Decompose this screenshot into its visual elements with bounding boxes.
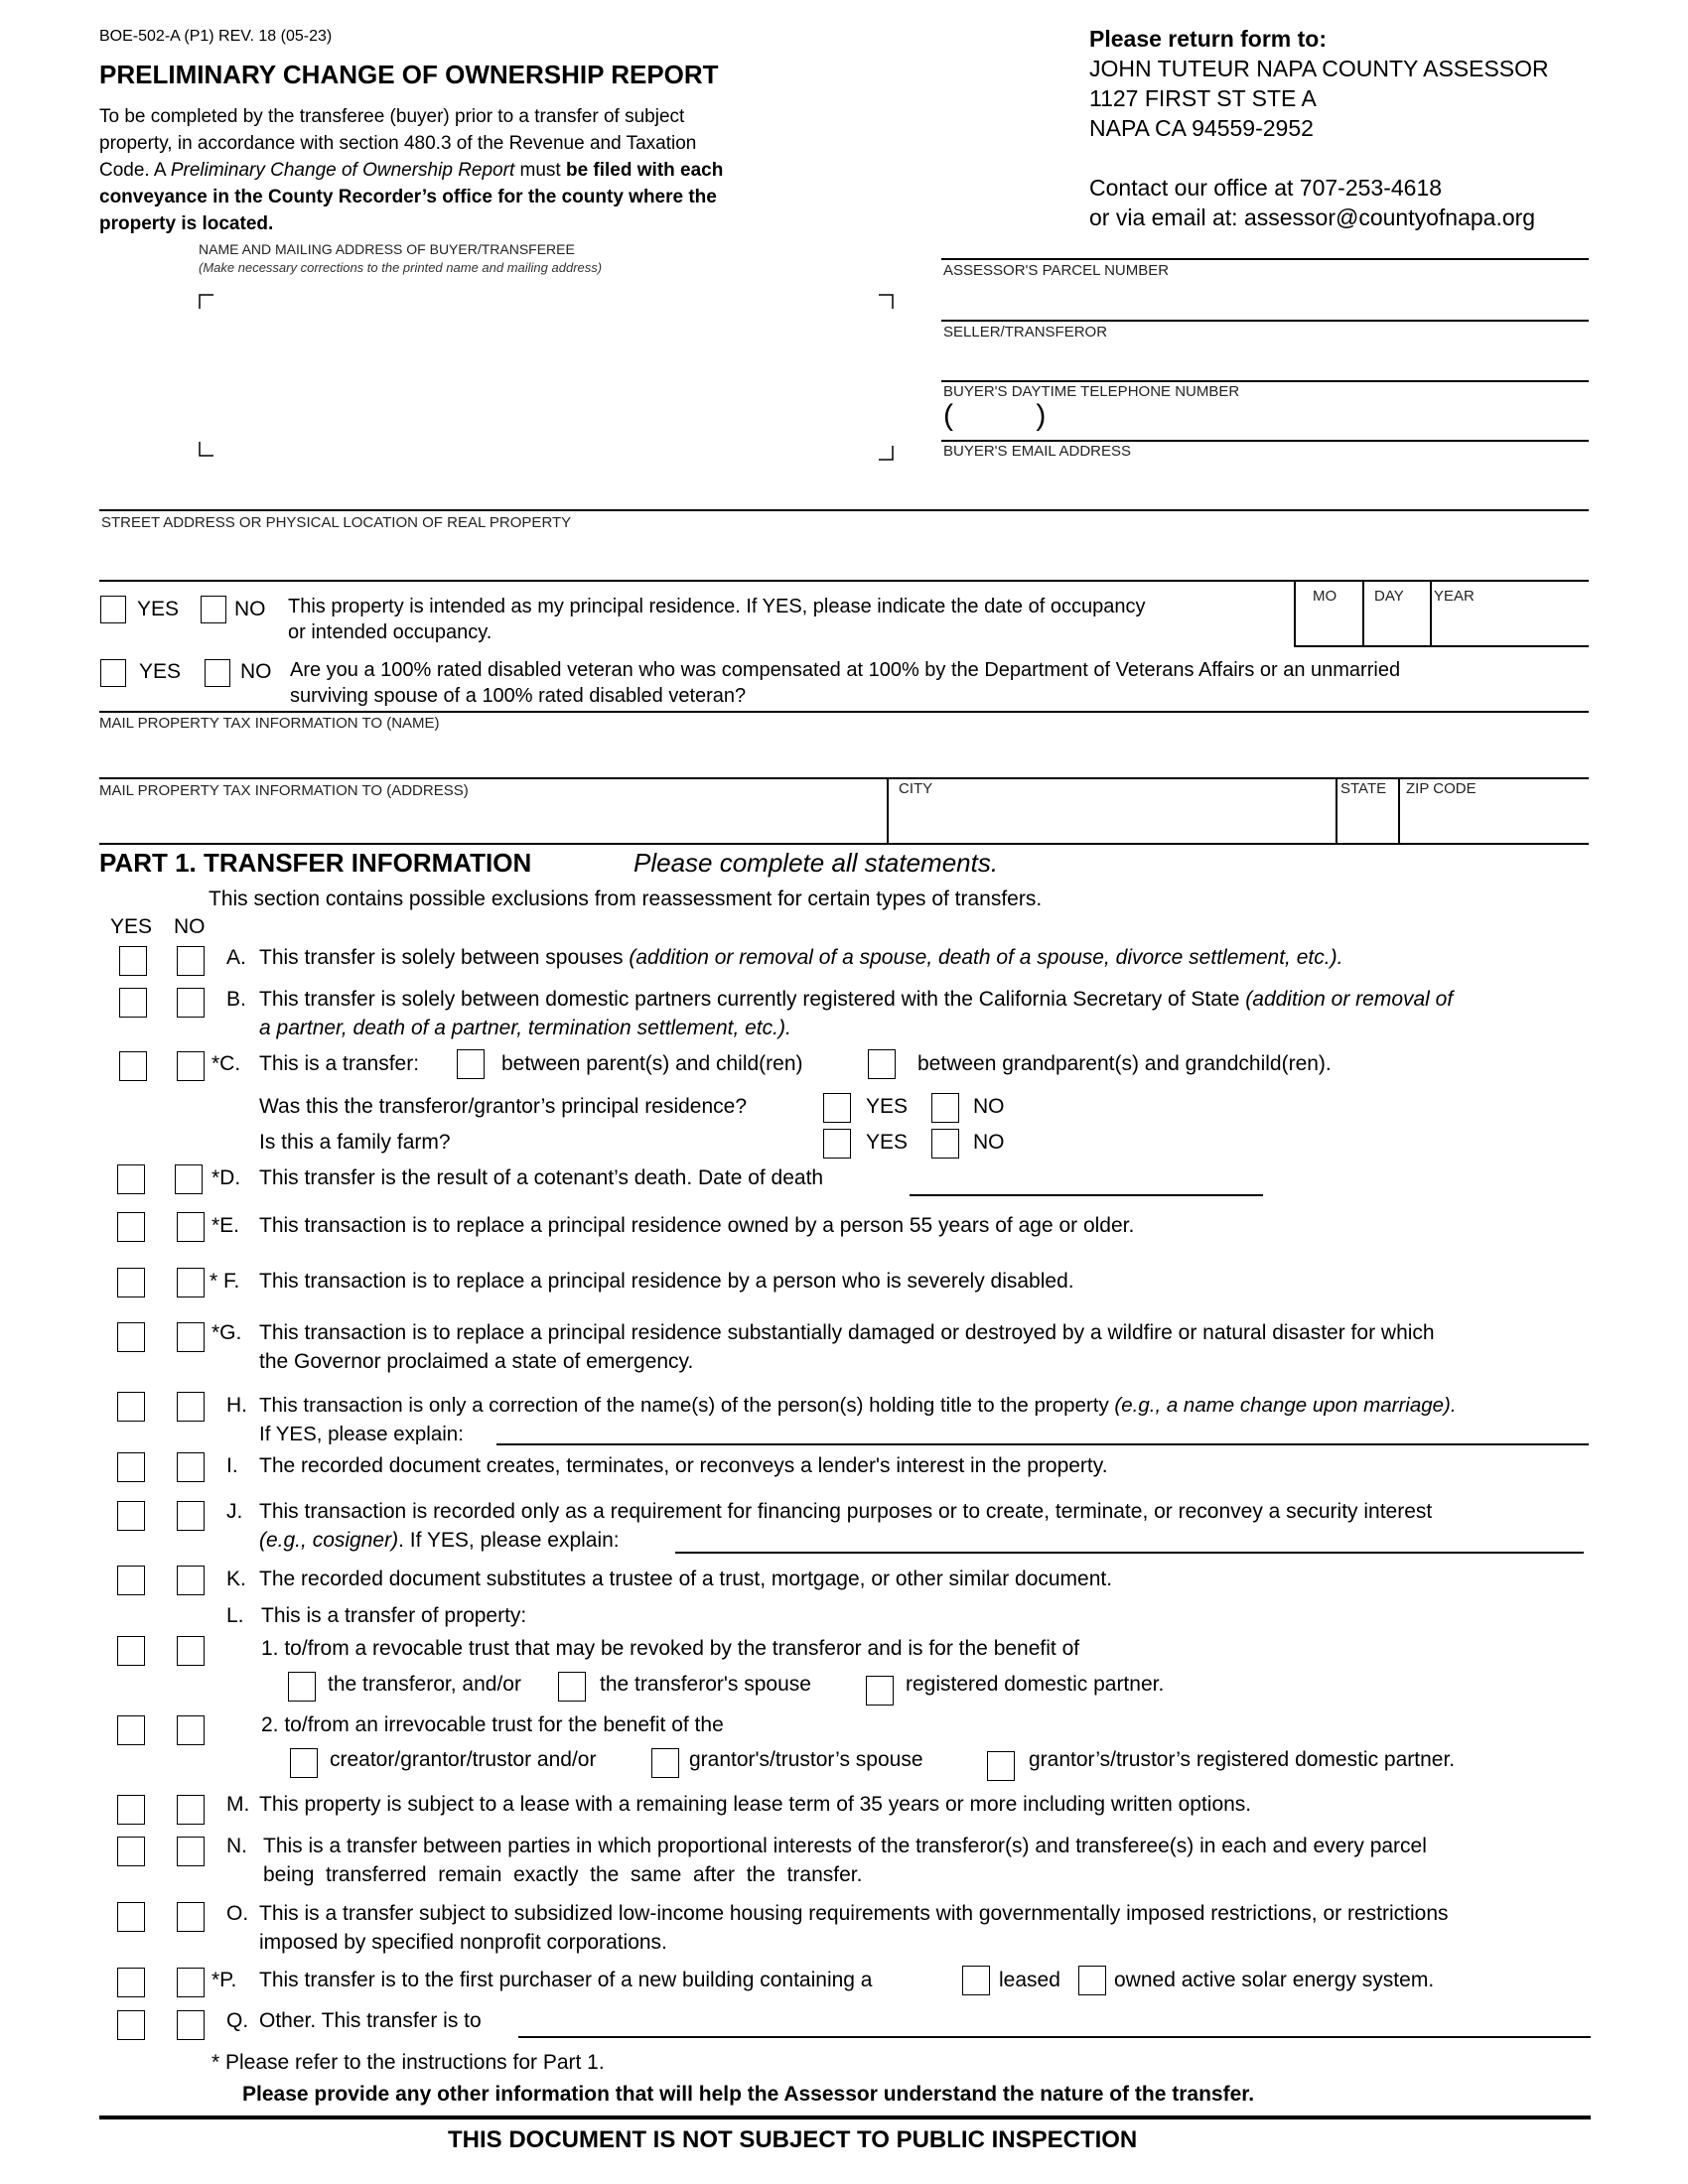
footer-rule xyxy=(99,2116,1591,2119)
veteran-question: Are you a 100% rated disabled veteran who was compensated at 100% by the Department of Veterans Affairs or an unmarried surviving spouse of a 100% rated disabled veteran? xyxy=(290,659,1401,707)
c-opt2: between grandparent(s) and grandchild(ren). xyxy=(917,1052,1332,1075)
divider xyxy=(99,509,1589,511)
buyer-address-label: NAME AND MAILING ADDRESS OF BUYER/TRANSFEREE xyxy=(199,241,575,257)
l2-partner-checkbox[interactable] xyxy=(987,1751,1015,1781)
b-no-checkbox[interactable] xyxy=(177,988,205,1018)
corner-mark-tl xyxy=(199,294,214,310)
divider xyxy=(1294,645,1589,647)
f-text: This transaction is to replace a principal residence by a person who is severely disabled. xyxy=(259,1270,1074,1293)
l1-opt2: the transferor's spouse xyxy=(600,1673,811,1696)
divider xyxy=(1398,777,1400,843)
a-no-checkbox[interactable] xyxy=(177,946,205,976)
l-text: This is a transfer of property: xyxy=(261,1604,527,1627)
n-text: This is a transfer between parties in which proportional interests of the transferor(s) and transferee(s) in each and every parcel being transferred remain exactly the same after the transfer. xyxy=(263,1835,1427,1886)
footer-notice: THIS DOCUMENT IS NOT SUBJECT TO PUBLIC INSPECTION xyxy=(448,2126,1138,2153)
n-letter: N. xyxy=(226,1835,247,1857)
k-text: The recorded document substitutes a trustee of a trust, mortgage, or other similar document. xyxy=(259,1568,1113,1590)
seller-field[interactable] xyxy=(943,343,1589,379)
state-label: STATE xyxy=(1340,780,1387,797)
city-label: CITY xyxy=(899,780,933,797)
date-of-death-field[interactable] xyxy=(910,1194,1263,1196)
corner-mark-bl xyxy=(199,441,214,457)
phone-field[interactable]: ( ) xyxy=(943,399,1047,432)
form-id: BOE-502-A (P1) REV. 18 (05-23) xyxy=(99,28,333,45)
p-opt1: leased xyxy=(999,1969,1060,1991)
divider xyxy=(941,258,1589,260)
divider xyxy=(1336,777,1337,843)
h-letter: H. xyxy=(226,1394,247,1417)
mail-name-field[interactable] xyxy=(99,735,1589,776)
g-no-checkbox[interactable] xyxy=(177,1322,205,1352)
p-opt2: owned active solar energy system. xyxy=(1114,1969,1435,1991)
h-explain-field[interactable] xyxy=(496,1443,1589,1445)
l2-opt2: grantor's/trustor’s spouse xyxy=(689,1748,923,1771)
no-label: NO xyxy=(973,1095,1005,1118)
m-yes-checkbox[interactable] xyxy=(117,1795,145,1825)
b-text: This transfer is solely between domestic partners currently registered with the California Secretary of State (addition or removal of a partner, death of a partner, termination settlement, etc.). xyxy=(259,988,1454,1039)
divider xyxy=(887,777,889,843)
l1-yes-checkbox[interactable] xyxy=(117,1636,145,1666)
p-owned-checkbox[interactable] xyxy=(1078,1966,1106,1995)
k-letter: K. xyxy=(226,1568,246,1590)
veteran-no-checkbox[interactable] xyxy=(205,659,230,687)
principal-no-checkbox[interactable] xyxy=(201,596,226,623)
street-label: STREET ADDRESS OR PHYSICAL LOCATION OF REAL PROPERTY xyxy=(101,514,572,531)
l1-opt1: the transferor, and/or xyxy=(328,1673,521,1696)
j-explain-field[interactable] xyxy=(675,1552,1584,1554)
l2-creator-checkbox[interactable] xyxy=(290,1748,318,1778)
divider xyxy=(99,711,1589,713)
part1-heading: PART 1. TRANSFER INFORMATION xyxy=(99,848,532,878)
veteran-yes-checkbox[interactable] xyxy=(100,659,126,687)
l2-spouse-checkbox[interactable] xyxy=(651,1748,679,1778)
f-no-checkbox[interactable] xyxy=(177,1268,205,1297)
divider xyxy=(99,777,1589,779)
k-no-checkbox[interactable] xyxy=(177,1566,205,1595)
q-other-field[interactable] xyxy=(518,2036,1591,2038)
l1-no-checkbox[interactable] xyxy=(177,1636,205,1666)
c-q1-yes-checkbox[interactable] xyxy=(823,1093,851,1123)
f-yes-checkbox[interactable] xyxy=(117,1268,145,1297)
h-no-checkbox[interactable] xyxy=(177,1392,205,1422)
a-letter: A. xyxy=(226,946,246,969)
d-letter: *D. xyxy=(211,1166,241,1189)
h-text: This transaction is only a correction of the name(s) of the person(s) holding title to the property (e.g., a name change upon marriage). If YES, please explain: xyxy=(259,1394,1457,1445)
l1-text: 1. to/from a revocable trust that may be revoked by the transferor and is for the benefit of xyxy=(261,1637,1080,1660)
apn-label: ASSESSOR'S PARCEL NUMBER xyxy=(943,262,1170,279)
o-yes-checkbox[interactable] xyxy=(117,1902,145,1932)
d-no-checkbox[interactable] xyxy=(175,1164,203,1194)
principal-yes-checkbox[interactable] xyxy=(100,596,126,623)
c-yes-checkbox[interactable] xyxy=(119,1051,147,1081)
q-text: Other. This transfer is to xyxy=(259,2009,482,2032)
corner-mark-br xyxy=(878,445,894,461)
m-letter: M. xyxy=(226,1793,250,1816)
zip-field[interactable] xyxy=(1401,802,1587,842)
c-text: This is a transfer: xyxy=(259,1052,420,1075)
j-no-checkbox[interactable] xyxy=(177,1501,205,1531)
l2-opt1: creator/grantor/trustor and/or xyxy=(330,1748,597,1771)
occupancy-year-field[interactable] xyxy=(1432,608,1587,643)
divider xyxy=(941,320,1589,322)
d-yes-checkbox[interactable] xyxy=(117,1164,145,1194)
l2-yes-checkbox[interactable] xyxy=(117,1715,145,1745)
o-text: This is a transfer subject to subsidized low-income housing requirements with governmentally imposed restrictions, or restrictions imposed by specified nonprofit corporations. xyxy=(259,1902,1449,1954)
day-label: DAY xyxy=(1374,588,1404,605)
e-letter: *E. xyxy=(211,1214,240,1237)
divider xyxy=(941,380,1589,382)
c-parent-child-checkbox[interactable] xyxy=(457,1049,485,1079)
e-text: This transaction is to replace a principal residence owned by a person 55 years of age or older. xyxy=(259,1214,1135,1237)
city-field[interactable] xyxy=(890,802,1333,842)
j-text: This transaction is recorded only as a requirement for financing purposes or to create, terminate, or reconvey a security interest (e.g., cosigner). If YES, please explain: xyxy=(259,1500,1433,1552)
l1-partner-checkbox[interactable] xyxy=(866,1676,894,1706)
c-q1-no-checkbox[interactable] xyxy=(931,1093,959,1123)
g-letter: *G. xyxy=(211,1321,242,1344)
part1-intro: This section contains possible exclusions from reassessment for certain types of transfers. xyxy=(209,887,1043,910)
q-yes-checkbox[interactable] xyxy=(117,2010,145,2040)
b-yes-checkbox[interactable] xyxy=(119,988,147,1018)
buyer-address-field[interactable] xyxy=(214,308,878,447)
c-letter: *C. xyxy=(211,1052,241,1075)
p-yes-checkbox[interactable] xyxy=(117,1968,145,1997)
c-q1: Was this the transferor/grantor’s principal residence? xyxy=(259,1095,748,1118)
form-title: PRELIMINARY CHANGE OF OWNERSHIP REPORT xyxy=(99,60,719,89)
i-yes-checkbox[interactable] xyxy=(117,1452,145,1482)
o-no-checkbox[interactable] xyxy=(177,1902,205,1932)
g-text: This transaction is to replace a principal residence substantially damaged or destroyed by a wildfire or natural disaster for which the Governor proclaimed a state of emergency. xyxy=(259,1321,1435,1373)
l2-no-checkbox[interactable] xyxy=(177,1715,205,1745)
occupancy-day-field[interactable] xyxy=(1364,608,1430,643)
divider xyxy=(941,440,1589,442)
part1-footnote: * Please refer to the instructions for Part 1. xyxy=(211,2051,605,2074)
q-no-checkbox[interactable] xyxy=(177,2010,205,2040)
no-label: NO xyxy=(973,1131,1005,1154)
l1-spouse-checkbox[interactable] xyxy=(558,1672,586,1702)
p-letter: *P. xyxy=(211,1969,237,1991)
b-letter: B. xyxy=(226,988,246,1011)
c-q2-yes-checkbox[interactable] xyxy=(823,1129,851,1159)
corner-mark-tr xyxy=(878,294,894,310)
p-no-checkbox[interactable] xyxy=(177,1968,205,1997)
apn-field[interactable] xyxy=(943,282,1589,320)
e-yes-checkbox[interactable] xyxy=(117,1212,145,1242)
col-no-label: NO xyxy=(174,915,206,938)
l-letter: L. xyxy=(226,1604,244,1627)
l1-opt3: registered domestic partner. xyxy=(906,1673,1165,1696)
j-letter: J. xyxy=(226,1500,243,1523)
h-yes-checkbox[interactable] xyxy=(117,1392,145,1422)
zip-label: ZIP CODE xyxy=(1406,780,1477,797)
yes-label: YES xyxy=(866,1131,909,1154)
d-text: This transfer is the result of a cotenant’s death. Date of death xyxy=(259,1166,824,1189)
part1-closing: Please provide any other information that will help the Assessor understand the nature of the transfer. xyxy=(242,2083,1255,2106)
col-yes-label: YES xyxy=(110,915,153,938)
divider xyxy=(99,843,1589,845)
m-text: This property is subject to a lease with a remaining lease term of 35 years or more including written options. xyxy=(259,1793,1252,1816)
i-text: The recorded document creates, terminates, or reconveys a lender's interest in the property. xyxy=(259,1454,1108,1477)
c-opt1: between parent(s) and child(ren) xyxy=(501,1052,803,1075)
no-label: NO xyxy=(240,660,272,683)
p-text: This transfer is to the first purchaser of a new building containing a xyxy=(259,1969,873,1991)
mail-address-label: MAIL PROPERTY TAX INFORMATION TO (ADDRESS) xyxy=(99,782,469,799)
c-grandparent-checkbox[interactable] xyxy=(868,1049,896,1079)
year-label: YEAR xyxy=(1434,588,1475,605)
e-no-checkbox[interactable] xyxy=(177,1212,205,1242)
yes-label: YES xyxy=(139,660,182,683)
email-field[interactable] xyxy=(943,463,1589,502)
o-letter: O. xyxy=(226,1902,249,1925)
c-q2: Is this a family farm? xyxy=(259,1131,451,1154)
i-letter: I. xyxy=(226,1454,238,1477)
g-yes-checkbox[interactable] xyxy=(117,1322,145,1352)
divider xyxy=(99,580,1589,582)
f-letter: * F. xyxy=(210,1270,240,1293)
no-label: NO xyxy=(234,598,266,620)
phone-label: BUYER'S DAYTIME TELEPHONE NUMBER xyxy=(943,383,1240,400)
a-text: This transfer is solely between spouses (addition or removal of a spouse, death of a spouse, divorce settlement, etc.). xyxy=(259,946,1343,969)
l1-transferor-checkbox[interactable] xyxy=(288,1672,316,1702)
email-label: BUYER'S EMAIL ADDRESS xyxy=(943,443,1132,460)
return-address: Please return form to: JOHN TUTEUR NAPA COUNTY ASSESSOR 1127 FIRST ST STE A NAPA CA 94559-2952 Contact our office at 707-253-4618 or via email at: assessor@countyofnapa.org xyxy=(1089,26,1549,230)
mail-name-label: MAIL PROPERTY TAX INFORMATION TO (NAME) xyxy=(99,715,440,732)
q-letter: Q. xyxy=(226,2009,249,2032)
l2-text: 2. to/from an irrevocable trust for the benefit of the xyxy=(261,1713,724,1736)
part1-subheading: Please complete all statements. xyxy=(633,848,999,878)
c-q2-no-checkbox[interactable] xyxy=(931,1129,959,1159)
seller-label: SELLER/TRANSFEROR xyxy=(943,324,1108,341)
j-yes-checkbox[interactable] xyxy=(117,1501,145,1531)
a-yes-checkbox[interactable] xyxy=(119,946,147,976)
yes-label: YES xyxy=(137,598,180,620)
n-no-checkbox[interactable] xyxy=(177,1837,205,1866)
i-no-checkbox[interactable] xyxy=(177,1452,205,1482)
mail-address-field[interactable] xyxy=(99,802,884,842)
occupancy-month-field[interactable] xyxy=(1296,608,1361,643)
n-yes-checkbox[interactable] xyxy=(117,1837,145,1866)
state-field[interactable] xyxy=(1338,802,1396,842)
buyer-address-note: (Make necessary corrections to the printed name and mailing address) xyxy=(199,260,603,275)
l2-opt3: grantor’s/trustor’s registered domestic partner. xyxy=(1029,1748,1456,1771)
c-no-checkbox[interactable] xyxy=(177,1051,205,1081)
street-field[interactable] xyxy=(101,536,1587,578)
m-no-checkbox[interactable] xyxy=(177,1795,205,1825)
k-yes-checkbox[interactable] xyxy=(117,1566,145,1595)
mo-label: MO xyxy=(1313,588,1337,605)
intro-paragraph: To be completed by the transferee (buyer) prior to a transfer of subject property, in accordance with section 480.3 of the Revenue and Taxation Code. A Preliminary Change of Ownership Report must be filed with each conveyance in the County Recorder’s office for the county where the property is located. xyxy=(99,106,724,234)
principal-question: This property is intended as my principal residence. If YES, please indicate the date of occupancy or intended occupancy. xyxy=(288,596,1146,643)
yes-label: YES xyxy=(866,1095,909,1118)
p-leased-checkbox[interactable] xyxy=(962,1966,990,1995)
